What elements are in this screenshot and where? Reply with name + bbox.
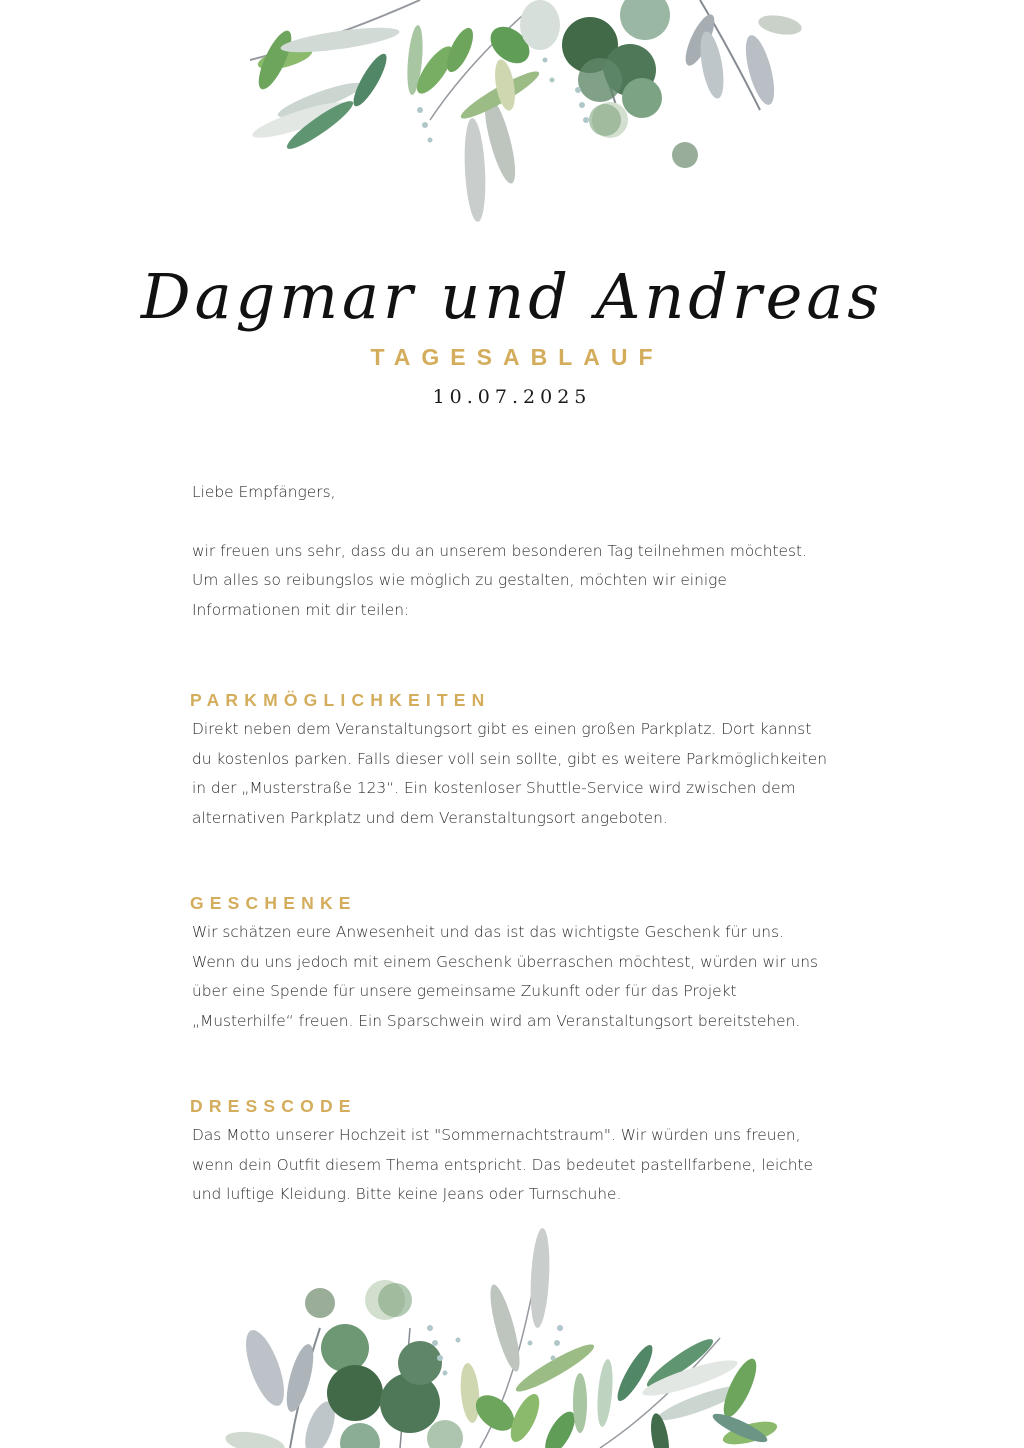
text-line: in der „Musterstraße 123“. Ein kostenloser Shuttle-Service wird zwischen dem: [192, 779, 796, 797]
text-line: Direkt neben dem Veranstaltungsort gibt es einen großen Parkplatz. Dort kannst: [192, 720, 812, 738]
text-line: Das Motto unserer Hochzeit ist "Sommernachtstraum". Wir würden uns freuen,: [192, 1126, 801, 1144]
intro-line: Um alles so reibungslos wie möglich zu gestalten, möchten wir einige: [192, 571, 727, 589]
section-heading-gifts: GESCHENKE: [190, 893, 357, 913]
event-date: 10.07.2025: [432, 386, 592, 408]
intro-line: wir freuen uns sehr, dass du an unserem besonderen Tag teilnehmen möchtest.: [192, 541, 807, 560]
text-line: wenn dein Outfit diesem Thema entspricht. Das bedeutet pastellfarbene, leichte: [192, 1155, 813, 1174]
intro-line: Informationen mit dir teilen:: [192, 600, 410, 619]
section-dresscode: [192, 1093, 852, 1210]
text-line: „Musterhilfe“ freuen. Ein Sparschwein wird am Veranstaltungsort bereitstehen.: [192, 1011, 801, 1030]
text-line: alternativen Parkplatz und dem Veranstaltungsort angeboten.: [192, 808, 668, 827]
text-line: und luftige Kleidung. Bitte keine Jeans oder Turnschuhe.: [192, 1185, 622, 1203]
intro-paragraph: [192, 537, 852, 626]
letter-body: [192, 478, 852, 1267]
text-line: über eine Spende für unsere gemeinsame Zukunft oder für das Projekt: [192, 982, 737, 1000]
section-text-dresscode: [192, 1121, 852, 1210]
section-parking: [192, 687, 852, 833]
text-line: du kostenlos parken. Falls dieser voll sein sollte, gibt es weitere Parkmöglichkeiten: [192, 749, 827, 768]
text-line: Wenn du uns jedoch mit einem Geschenk überraschen möchtest, würden wir uns: [192, 952, 819, 971]
foliage-top-illustration: [0, 0, 1024, 240]
couple-names-title: Dagmar und Andreas: [140, 260, 884, 333]
greeting: Liebe Empfängers,: [192, 483, 336, 501]
section-heading-parking: PARKMÖGLICHKEITEN: [190, 690, 491, 710]
text-line: Wir schätzen eure Anwesenheit und das ist das wichtigste Geschenk für uns.: [192, 923, 784, 941]
section-heading-dresscode: DRESSCODE: [190, 1096, 357, 1116]
section-text-gifts: [192, 918, 852, 1036]
section-gifts: [192, 890, 852, 1036]
document-subtitle: TAGESABLAUF: [370, 344, 664, 370]
foliage-bottom-illustration: [0, 1228, 1024, 1448]
section-text-parking: [192, 715, 852, 833]
